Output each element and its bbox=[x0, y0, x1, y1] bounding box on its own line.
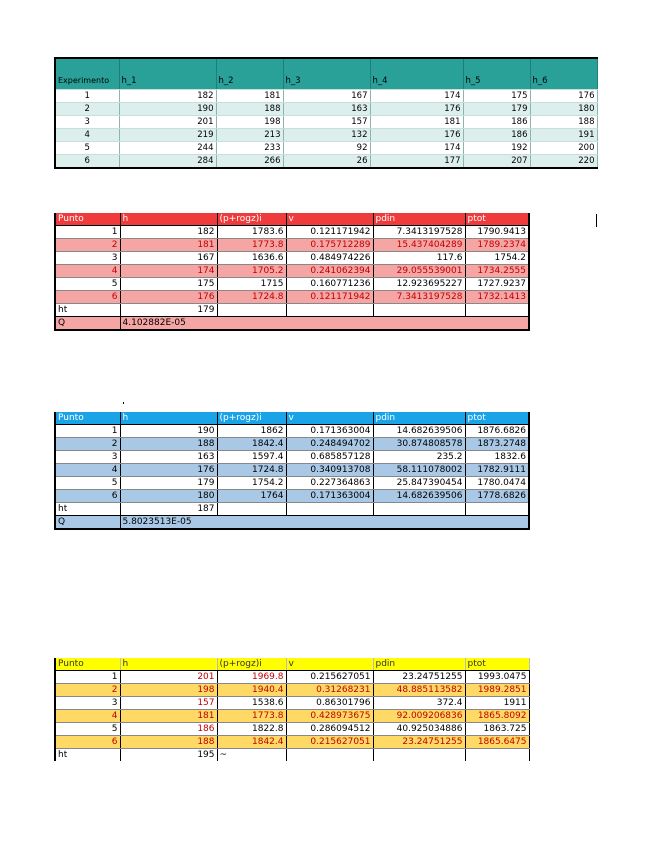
summary-cell[interactable]: 188 bbox=[530, 116, 597, 129]
cell[interactable]: 0.121171942 bbox=[286, 226, 373, 239]
cell[interactable]: 3 bbox=[55, 252, 120, 265]
summary-cell[interactable]: 5 bbox=[55, 142, 119, 155]
ht-label[interactable]: ht bbox=[55, 503, 120, 516]
cell[interactable]: 1832.6 bbox=[465, 451, 529, 464]
summary-row bbox=[55, 155, 597, 169]
header-cell[interactable]: (p+rogz)i bbox=[217, 412, 286, 425]
cell[interactable]: 5 bbox=[55, 278, 120, 291]
cell[interactable]: 30.874808578 bbox=[373, 438, 465, 451]
header-cell[interactable]: (p+rogz)i bbox=[217, 658, 286, 671]
summary-cell[interactable]: 181 bbox=[216, 90, 283, 103]
ht-row bbox=[55, 503, 529, 516]
table-row bbox=[55, 226, 529, 239]
table-row bbox=[55, 265, 529, 278]
header-cell[interactable]: pdin bbox=[373, 213, 465, 226]
header-cell[interactable]: ptot bbox=[465, 213, 529, 226]
cell[interactable]: 0.171363004 bbox=[286, 425, 373, 438]
header-cell[interactable]: Punto bbox=[55, 658, 120, 671]
cell[interactable]: 1993.0475 bbox=[465, 671, 529, 684]
cell[interactable]: 176 bbox=[120, 464, 217, 477]
cell[interactable]: 0.160771236 bbox=[286, 278, 373, 291]
cell[interactable]: 3 bbox=[55, 451, 120, 464]
experiment-3-table bbox=[54, 658, 530, 761]
summary-cell[interactable]: 163 bbox=[283, 103, 370, 116]
text-cursor bbox=[596, 214, 597, 227]
cell[interactable]: 0.175712289 bbox=[286, 239, 373, 252]
summary-cell[interactable]: 177 bbox=[370, 155, 463, 169]
cell[interactable]: 7.3413197528 bbox=[373, 291, 465, 304]
summary-cell[interactable]: 220 bbox=[530, 155, 597, 169]
cell[interactable]: 0.171363004 bbox=[286, 490, 373, 503]
q-value[interactable]: 5.8023513E-05 bbox=[120, 516, 529, 530]
cell[interactable]: 15.437404289 bbox=[373, 239, 465, 252]
summary-header-cell[interactable]: h_2 bbox=[216, 58, 283, 90]
header-cell[interactable]: h bbox=[120, 412, 217, 425]
cell[interactable]: 1538.6 bbox=[217, 697, 286, 710]
cell[interactable]: 3 bbox=[55, 697, 120, 710]
header-cell[interactable]: ptot bbox=[465, 412, 529, 425]
cell[interactable]: 0.86301796 bbox=[286, 697, 373, 710]
table-row bbox=[55, 477, 529, 490]
table-row bbox=[55, 723, 529, 736]
cell[interactable]: 5 bbox=[55, 477, 120, 490]
cell[interactable]: 48.885113582 bbox=[373, 684, 465, 697]
cell[interactable]: 6 bbox=[55, 490, 120, 503]
summary-cell[interactable]: 2 bbox=[55, 103, 119, 116]
cell[interactable]: 1842.4 bbox=[217, 438, 286, 451]
ht-label[interactable]: ht bbox=[55, 749, 120, 762]
cell[interactable] bbox=[373, 749, 465, 762]
summary-header-cell[interactable]: h_4 bbox=[370, 58, 463, 90]
table-row bbox=[55, 490, 529, 503]
table-row bbox=[55, 697, 529, 710]
cell[interactable]: 0.286094512 bbox=[286, 723, 373, 736]
cell[interactable]: 1783.6 bbox=[217, 226, 286, 239]
summary-header-cell[interactable]: h_1 bbox=[119, 58, 216, 90]
summary-header-cell[interactable]: h_6 bbox=[530, 58, 597, 90]
summary-cell[interactable]: 200 bbox=[530, 142, 597, 155]
summary-cell[interactable]: 192 bbox=[463, 142, 530, 155]
summary-cell[interactable]: 3 bbox=[55, 116, 119, 129]
cell[interactable]: 1715 bbox=[217, 278, 286, 291]
cell[interactable]: 163 bbox=[120, 451, 217, 464]
cell[interactable]: 179 bbox=[120, 477, 217, 490]
cell[interactable]: 1754.2 bbox=[217, 477, 286, 490]
cell[interactable]: 1865.8092 bbox=[465, 710, 529, 723]
summary-cell[interactable]: 180 bbox=[530, 103, 597, 116]
summary-cell[interactable]: 176 bbox=[370, 103, 463, 116]
table-row bbox=[55, 736, 529, 749]
header-cell[interactable]: v bbox=[286, 213, 373, 226]
summary-cell[interactable]: 188 bbox=[216, 103, 283, 116]
cell[interactable]: 181 bbox=[120, 239, 217, 252]
summary-cell[interactable]: 157 bbox=[283, 116, 370, 129]
summary-cell[interactable]: 219 bbox=[119, 129, 216, 142]
summary-cell[interactable]: 92 bbox=[283, 142, 370, 155]
summary-row bbox=[55, 116, 597, 129]
table-row bbox=[55, 425, 529, 438]
table-header-row bbox=[55, 658, 529, 671]
summary-cell[interactable]: 213 bbox=[216, 129, 283, 142]
cell[interactable]: 1597.4 bbox=[217, 451, 286, 464]
cell[interactable]: 0.484974226 bbox=[286, 252, 373, 265]
cell[interactable]: 1842.4 bbox=[217, 736, 286, 749]
cell[interactable]: 4 bbox=[55, 710, 120, 723]
cell[interactable]: 23.24751255 bbox=[373, 671, 465, 684]
header-cell[interactable]: v bbox=[286, 412, 373, 425]
table-row bbox=[55, 252, 529, 265]
summary-cell[interactable]: 186 bbox=[463, 129, 530, 142]
cell[interactable]: 190 bbox=[120, 425, 217, 438]
header-cell[interactable]: ptot bbox=[465, 658, 529, 671]
ht-extra[interactable]: ~ bbox=[217, 749, 286, 762]
cell[interactable]: 175 bbox=[120, 278, 217, 291]
cell[interactable]: 4 bbox=[55, 464, 120, 477]
table-row bbox=[55, 278, 529, 291]
cell[interactable]: 0.227364863 bbox=[286, 477, 373, 490]
table-row bbox=[55, 239, 529, 252]
summary-cell[interactable]: 207 bbox=[463, 155, 530, 169]
cell[interactable]: 180 bbox=[120, 490, 217, 503]
cell[interactable]: 1773.8 bbox=[217, 710, 286, 723]
cell[interactable]: 0.340913708 bbox=[286, 464, 373, 477]
summary-cell[interactable]: 26 bbox=[283, 155, 370, 169]
summary-table bbox=[54, 57, 598, 169]
cell[interactable]: 188 bbox=[120, 438, 217, 451]
q-value[interactable]: 4.102882E-05 bbox=[120, 317, 529, 331]
cell[interactable]: 117.6 bbox=[373, 252, 465, 265]
summary-row bbox=[55, 142, 597, 155]
cell[interactable]: 1862 bbox=[217, 425, 286, 438]
cell[interactable] bbox=[465, 304, 529, 317]
cell[interactable]: 1940.4 bbox=[217, 684, 286, 697]
cell[interactable]: 1873.2748 bbox=[465, 438, 529, 451]
cell[interactable]: 372.4 bbox=[373, 697, 465, 710]
cell[interactable]: 0.248494702 bbox=[286, 438, 373, 451]
cell[interactable]: 1911 bbox=[465, 697, 529, 710]
cell[interactable] bbox=[217, 503, 286, 516]
summary-header-cell[interactable]: h_3 bbox=[283, 58, 370, 90]
cell[interactable]: 167 bbox=[120, 252, 217, 265]
cell[interactable] bbox=[217, 304, 286, 317]
cell[interactable]: 157 bbox=[120, 697, 217, 710]
cell[interactable]: 0.241062394 bbox=[286, 265, 373, 278]
cell[interactable]: 12.923695227 bbox=[373, 278, 465, 291]
experiment-1-table bbox=[54, 213, 530, 331]
q-label[interactable]: Q bbox=[55, 516, 120, 530]
q-row bbox=[55, 516, 529, 530]
cell[interactable]: 1780.0474 bbox=[465, 477, 529, 490]
cell[interactable]: 0.215627051 bbox=[286, 671, 373, 684]
cell[interactable]: 1724.8 bbox=[217, 291, 286, 304]
cell[interactable]: 1789.2374 bbox=[465, 239, 529, 252]
ht-value[interactable]: 187 bbox=[120, 503, 217, 516]
summary-row bbox=[55, 90, 597, 103]
header-cell[interactable]: (p+rogz)i bbox=[217, 213, 286, 226]
cell[interactable]: 235.2 bbox=[373, 451, 465, 464]
header-cell[interactable]: v bbox=[286, 658, 373, 671]
summary-header-cell[interactable]: Experimento bbox=[55, 58, 119, 90]
ht-row bbox=[55, 304, 529, 317]
cell[interactable] bbox=[286, 503, 373, 516]
table-row bbox=[55, 671, 529, 684]
cell[interactable]: 14.682639506 bbox=[373, 425, 465, 438]
cell[interactable]: 1754.2 bbox=[465, 252, 529, 265]
stray-mark bbox=[123, 402, 124, 404]
cell[interactable]: 1727.9237 bbox=[465, 278, 529, 291]
cell[interactable]: 182 bbox=[120, 226, 217, 239]
cell[interactable]: 1636.6 bbox=[217, 252, 286, 265]
cell[interactable]: 1 bbox=[55, 226, 120, 239]
q-row bbox=[55, 317, 529, 331]
summary-row bbox=[55, 103, 597, 116]
cell[interactable]: 0.31268231 bbox=[286, 684, 373, 697]
cell[interactable]: 23.24751255 bbox=[373, 736, 465, 749]
cell[interactable]: 58.111078002 bbox=[373, 464, 465, 477]
cell[interactable]: 1989.2851 bbox=[465, 684, 529, 697]
cell[interactable]: 1705.2 bbox=[217, 265, 286, 278]
cell[interactable] bbox=[465, 503, 529, 516]
cell[interactable]: 176 bbox=[120, 291, 217, 304]
summary-header-row bbox=[55, 58, 597, 90]
cell[interactable]: 1724.8 bbox=[217, 464, 286, 477]
cell[interactable]: 188 bbox=[120, 736, 217, 749]
summary-cell[interactable]: 4 bbox=[55, 129, 119, 142]
summary-cell[interactable]: 176 bbox=[530, 90, 597, 103]
header-cell[interactable]: h bbox=[120, 658, 217, 671]
summary-cell[interactable]: 174 bbox=[370, 142, 463, 155]
summary-cell[interactable]: 244 bbox=[119, 142, 216, 155]
summary-row bbox=[55, 129, 597, 142]
cell[interactable]: 29.055539001 bbox=[373, 265, 465, 278]
cell[interactable]: 186 bbox=[120, 723, 217, 736]
summary-header-cell[interactable]: h_5 bbox=[463, 58, 530, 90]
ht-value[interactable]: 195 bbox=[120, 749, 217, 762]
cell[interactable]: 1778.6826 bbox=[465, 490, 529, 503]
cell[interactable] bbox=[465, 749, 529, 762]
summary-cell[interactable]: 198 bbox=[216, 116, 283, 129]
table-row bbox=[55, 291, 529, 304]
summary-cell[interactable]: 233 bbox=[216, 142, 283, 155]
cell[interactable]: 0.685857128 bbox=[286, 451, 373, 464]
summary-cell[interactable]: 182 bbox=[119, 90, 216, 103]
summary-cell[interactable]: 266 bbox=[216, 155, 283, 169]
cell[interactable]: 1 bbox=[55, 671, 120, 684]
table-header-row bbox=[55, 213, 529, 226]
ht-label[interactable]: ht bbox=[55, 304, 120, 317]
table-row bbox=[55, 438, 529, 451]
cell[interactable] bbox=[286, 749, 373, 762]
table-row bbox=[55, 451, 529, 464]
summary-cell[interactable]: 174 bbox=[370, 90, 463, 103]
summary-cell[interactable]: 167 bbox=[283, 90, 370, 103]
summary-cell[interactable]: 181 bbox=[370, 116, 463, 129]
cell[interactable]: 1876.6826 bbox=[465, 425, 529, 438]
header-cell[interactable]: h bbox=[120, 213, 217, 226]
cell[interactable]: 7.3413197528 bbox=[373, 226, 465, 239]
cell[interactable]: 4 bbox=[55, 265, 120, 278]
cell[interactable]: 1790.9413 bbox=[465, 226, 529, 239]
summary-cell[interactable]: 190 bbox=[119, 103, 216, 116]
cell[interactable]: 1865.6475 bbox=[465, 736, 529, 749]
cell[interactable]: 6 bbox=[55, 291, 120, 304]
cell[interactable]: 0.428973675 bbox=[286, 710, 373, 723]
summary-cell[interactable]: 191 bbox=[530, 129, 597, 142]
header-cell[interactable]: Punto bbox=[55, 213, 120, 226]
cell[interactable]: 1969.8 bbox=[217, 671, 286, 684]
cell[interactable]: 0.215627051 bbox=[286, 736, 373, 749]
summary-cell[interactable]: 1 bbox=[55, 90, 119, 103]
cell[interactable]: 2 bbox=[55, 438, 120, 451]
cell[interactable]: 1863.725 bbox=[465, 723, 529, 736]
cell[interactable]: 1764 bbox=[217, 490, 286, 503]
cell[interactable]: 14.682639506 bbox=[373, 490, 465, 503]
summary-cell[interactable]: 6 bbox=[55, 155, 119, 169]
table-row bbox=[55, 464, 529, 477]
cell[interactable] bbox=[373, 304, 465, 317]
summary-cell[interactable]: 132 bbox=[283, 129, 370, 142]
table-header-row bbox=[55, 412, 529, 425]
summary-cell[interactable]: 284 bbox=[119, 155, 216, 169]
table-row bbox=[55, 684, 529, 697]
cell[interactable]: 201 bbox=[120, 671, 217, 684]
cell[interactable]: 1773.8 bbox=[217, 239, 286, 252]
header-cell[interactable]: pdin bbox=[373, 412, 465, 425]
cell[interactable] bbox=[286, 304, 373, 317]
cell[interactable]: 25.847390454 bbox=[373, 477, 465, 490]
cell[interactable]: 1782.9111 bbox=[465, 464, 529, 477]
header-cell[interactable]: pdin bbox=[373, 658, 465, 671]
summary-cell[interactable]: 176 bbox=[370, 129, 463, 142]
table-row bbox=[55, 710, 529, 723]
cell[interactable]: 1734.2555 bbox=[465, 265, 529, 278]
cell[interactable] bbox=[373, 503, 465, 516]
summary-cell[interactable]: 179 bbox=[463, 103, 530, 116]
ht-row bbox=[55, 749, 529, 762]
experiment-2-table bbox=[54, 412, 530, 530]
q-label[interactable]: Q bbox=[55, 317, 120, 331]
cell[interactable]: 6 bbox=[55, 736, 120, 749]
cell[interactable]: 92.009206836 bbox=[373, 710, 465, 723]
cell[interactable]: 198 bbox=[120, 684, 217, 697]
cell[interactable]: 0.121171942 bbox=[286, 291, 373, 304]
cell[interactable]: 40.925034886 bbox=[373, 723, 465, 736]
summary-cell[interactable]: 175 bbox=[463, 90, 530, 103]
cell[interactable]: 1732.1413 bbox=[465, 291, 529, 304]
cell[interactable]: 2 bbox=[55, 684, 120, 697]
cell[interactable]: 1 bbox=[55, 425, 120, 438]
ht-value[interactable]: 179 bbox=[120, 304, 217, 317]
cell[interactable]: 1822.8 bbox=[217, 723, 286, 736]
cell[interactable]: 5 bbox=[55, 723, 120, 736]
cell[interactable]: 2 bbox=[55, 239, 120, 252]
cell[interactable]: 181 bbox=[120, 710, 217, 723]
cell[interactable]: 174 bbox=[120, 265, 217, 278]
summary-cell[interactable]: 201 bbox=[119, 116, 216, 129]
summary-cell[interactable]: 186 bbox=[463, 116, 530, 129]
header-cell[interactable]: Punto bbox=[55, 412, 120, 425]
